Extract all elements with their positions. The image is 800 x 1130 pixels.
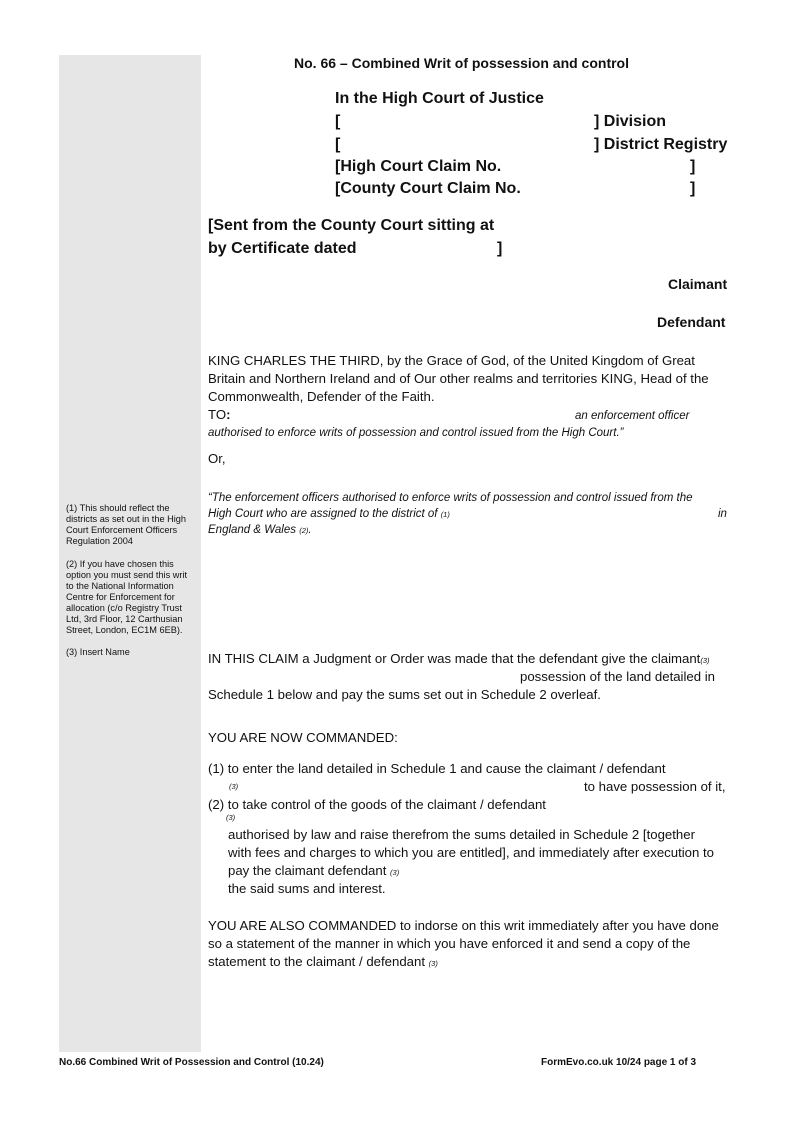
registry-bracket-open: [ [335, 136, 341, 153]
claim-line-2: possession of the land detailed in [520, 669, 716, 684]
footer-form-name: No.66 Combined Writ of Possession and Control (10.24) [59, 1057, 324, 1068]
command-item-2-line-c-text: pay the claimant defendant [228, 863, 387, 878]
preamble-line-2: Britain and Northern Ireland and of Our other realms and territories KING, Head of the [208, 371, 709, 386]
county-court-claim-label: [County Court Claim No. [335, 180, 521, 197]
claim-line-1-text: IN THIS CLAIM a Judgment or Order was made that the defendant give the claimant [208, 651, 701, 666]
to-label: TO [208, 407, 227, 422]
division-label: ] Division [594, 113, 667, 130]
commanded-heading: YOU ARE NOW COMMANDED: [208, 730, 398, 745]
alt-officer-district-text: High Court who are assigned to the district of [208, 508, 438, 520]
officer-text-2: authorised to enforce writs of possession and control issued from the High Court.” [208, 427, 624, 439]
also-commanded-ref: (3) [428, 959, 438, 968]
alt-officer-line-1: “The enforcement officers authorised to enforce writs of possession and control issued from the [208, 492, 693, 504]
claim-line-1 [208, 650, 710, 670]
alt-officer-period: . [308, 524, 312, 536]
court-name: In the High Court of Justice [335, 90, 544, 107]
command-item-2-line-b: with fees and charges to which you are entitled], and immediately after execution to [228, 845, 715, 860]
command-item-1-end: to have possession of it, [584, 779, 726, 794]
also-commanded-line-2: so a statement of the manner in which you have enforced it and send a copy of the [208, 936, 691, 951]
ref-1: (1) [440, 510, 450, 519]
alt-officer-region: England & Wales [208, 524, 297, 536]
to-line [208, 406, 230, 424]
claim-ref-3: (3) [700, 656, 710, 665]
note-2: (2) If you have chosen this option you must send this writ to the National Information Centre for Enforcement for allocation (c/o Registry Trust Ltd, 3rd Floor, 12 Carthusian Street, London, EC1M 6EB). [66, 559, 188, 635]
certificate-dated-line: by Certificate dated [208, 240, 357, 257]
preamble-line-3: Commonwealth, Defender of the Faith. [208, 389, 435, 404]
note-3: (3) Insert Name [66, 647, 130, 657]
claim-line-3: Schedule 1 below and pay the sums set out in Schedule 2 overleaf. [208, 687, 601, 702]
command-item-1: (1) to enter the land detailed in Schedule 1 and cause the claimant / defendant [208, 761, 666, 776]
alt-officer-line-2 [208, 506, 450, 523]
command-item-2-line-a: authorised by law and raise therefrom the sums detailed in Schedule 2 [together [228, 827, 695, 842]
command-item-1-ref: (3) [229, 782, 239, 791]
alt-officer-line-3 [208, 522, 312, 539]
preamble-line-1: KING CHARLES THE THIRD, by the Grace of God, of the United Kingdom of Great [208, 353, 695, 368]
ref-2: (2) [299, 526, 309, 535]
county-court-claim-bracket-close: ] [690, 180, 696, 197]
or-text: Or, [208, 451, 226, 466]
claimant-label: Claimant [668, 276, 728, 292]
division-bracket-open: [ [335, 113, 341, 130]
certificate-bracket-close: ] [497, 240, 503, 257]
high-court-claim-bracket-close: ] [690, 158, 696, 175]
also-commanded-line-1: YOU ARE ALSO COMMANDED to indorse on this writ immediately after you have done [208, 918, 719, 933]
command-item-2-line-d: the said sums and interest. [228, 881, 386, 896]
alt-officer-in: in [718, 508, 727, 520]
command-item-2-ref: (3) [226, 813, 236, 822]
footer-page-info: FormEvo.co.uk 10/24 page 1 of 3 [541, 1057, 697, 1068]
defendant-label: Defendant [657, 314, 726, 330]
also-commanded-line-3 [208, 953, 438, 973]
form-title: No. 66 – Combined Writ of possession and control [294, 55, 630, 71]
district-registry-label: ] District Registry [594, 136, 728, 153]
high-court-claim-label: [High Court Claim No. [335, 158, 502, 175]
also-commanded-line-3-text: statement to the claimant / defendant [208, 954, 425, 969]
sent-from-line: [Sent from the County Court sitting at [208, 217, 495, 234]
to-colon: : [226, 407, 231, 422]
margin-notes-column [59, 55, 201, 1052]
officer-text-1: an enforcement officer [575, 410, 690, 422]
note-1: (1) This should reflect the districts as set out in the High Court Enforcement Officers Regulation 2004 [66, 503, 187, 546]
command-item-2: (2) to take control of the goods of the claimant / defendant [208, 797, 546, 812]
command-item-2-line-c-ref: (3) [390, 868, 400, 877]
command-item-2-line-c [228, 862, 399, 882]
